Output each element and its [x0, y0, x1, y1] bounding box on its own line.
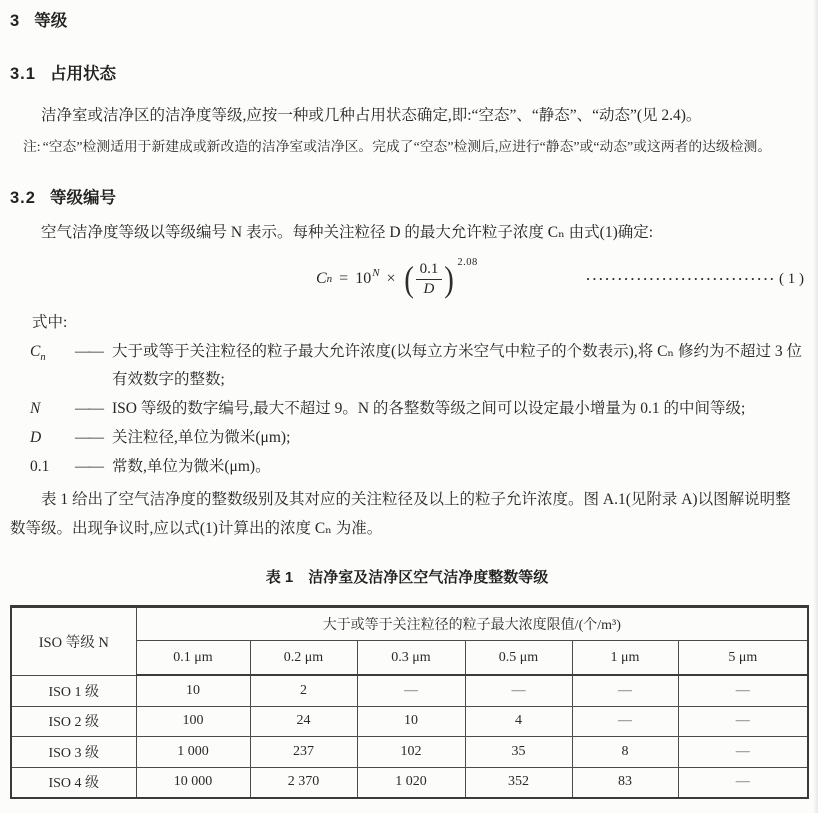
equation-number: ( 1 )	[779, 270, 804, 287]
section-title: 等级	[34, 12, 68, 30]
close-paren: )	[444, 259, 455, 299]
table-cell: 35	[465, 737, 572, 768]
table-cell: 2 370	[250, 767, 357, 798]
row-label: ISO 2 级	[11, 706, 136, 737]
definition-list	[10, 338, 804, 481]
table-cell: —	[572, 706, 678, 737]
definition-dash: ——	[75, 400, 102, 417]
definition-text: 常数,单位为微米(μm)。	[112, 458, 271, 475]
table-cell: 1 020	[357, 767, 465, 798]
table-title-text: 洁净室及洁净区空气洁净度整数等级	[308, 569, 549, 586]
column-header: 5 μm	[678, 641, 808, 676]
note-text: “空态”检测适用于新建成或新改造的洁净室或洁净区。完成了“空态”检测后,应进行“静态”或“动态”或这两者的达级检测。	[42, 139, 772, 154]
formula-lhs-subscript: n	[326, 273, 333, 285]
table-corner-header: ISO 等级 N	[11, 607, 136, 676]
paragraph-occupancy-states: 洁净室或洁净区的洁净度等级,应按一种或几种占用状态确定,即:“空态”、“静态”、“动态”(见 2.4)。	[41, 107, 702, 124]
table-row	[11, 737, 808, 768]
table-cell: 24	[250, 706, 357, 737]
section-heading-3-1	[10, 60, 804, 84]
definition-dash: ——	[75, 458, 102, 475]
table-cell: 10	[357, 706, 465, 737]
formula-lhs: C	[316, 270, 327, 287]
multiplication-sign: ×	[386, 270, 396, 287]
where-label: 式中:	[32, 314, 68, 331]
open-paren: (	[403, 259, 414, 299]
equation-body	[316, 256, 478, 299]
definition-term: 0.1	[30, 458, 50, 475]
fraction-numerator: 0.1	[416, 261, 443, 280]
table-row	[11, 675, 808, 706]
section-title: 占用状态	[49, 65, 116, 83]
definition-dash: ——	[75, 429, 102, 446]
column-header: 0.1 μm	[136, 641, 250, 676]
section-heading-3	[10, 7, 804, 31]
equation-dot-leader: ······························	[585, 271, 776, 286]
table-row	[11, 706, 808, 737]
formula-power: 2.08	[457, 256, 478, 268]
definition-text: 关注粒径,单位为微米(μm);	[112, 429, 291, 446]
note-label: 注:	[23, 139, 41, 154]
definition-item-constant	[10, 453, 804, 481]
table-number-label: 表 1	[265, 569, 294, 586]
table-cell: —	[572, 675, 678, 706]
table-cell: —	[357, 675, 465, 706]
equation-1	[10, 254, 804, 304]
column-header: 0.2 μm	[250, 641, 357, 676]
table-cell: —	[678, 675, 808, 706]
column-header: 0.3 μm	[357, 641, 465, 676]
table-cell: —	[678, 767, 808, 798]
table-cell: —	[465, 675, 572, 706]
definition-item-n	[10, 395, 804, 423]
formula-exponent-n: N	[372, 267, 380, 279]
definition-item-cn	[10, 338, 804, 394]
table-1-title	[10, 566, 804, 587]
section-number: 3.1	[10, 65, 36, 83]
table-cell: —	[678, 706, 808, 737]
table-cell: 1 000	[136, 737, 250, 768]
table-cell: 100	[136, 706, 250, 737]
table-cell: 8	[572, 737, 678, 768]
column-header: 1 μm	[572, 641, 678, 676]
definition-term: N	[30, 400, 41, 417]
table-span-header: 大于或等于关注粒径的粒子最大浓度限值/(个/m³)	[136, 607, 808, 641]
definition-text: 大于或等于关注粒径的粒子最大允许浓度(以每立方米空气中粒子的个数表示),将 Cₙ 修约为不超过 3 位有效数字的整数;	[112, 343, 802, 388]
table-cell: 83	[572, 767, 678, 798]
equals-sign: =	[339, 270, 349, 287]
row-label: ISO 1 级	[11, 675, 136, 706]
row-label: ISO 4 级	[11, 767, 136, 798]
table-cell: 2	[250, 675, 357, 706]
definition-term: $C_n$	[30, 343, 46, 364]
formula-base: 10	[355, 270, 372, 287]
table-row	[11, 767, 808, 798]
table-cell: 352	[465, 767, 572, 798]
note-3-1	[10, 133, 804, 160]
table-cell: —	[678, 737, 808, 768]
paragraph-table-intro: 表 1 给出了空气洁净度的整数级别及其对应的关注粒径及以上的粒子允许浓度。图 A.1(见附录 A)以图解说明整数等级。出现争议时,应以式(1)计算出的浓度 Cₙ 为准。	[10, 491, 791, 537]
section-title: 等级编号	[49, 189, 116, 207]
section-heading-3-2	[10, 184, 804, 208]
section-number: 3.2	[10, 189, 36, 207]
definition-term: D	[30, 429, 42, 446]
table-header-row-1	[11, 607, 808, 641]
table-cell: 4	[465, 706, 572, 737]
table-cell: 102	[357, 737, 465, 768]
column-header: 0.5 μm	[465, 641, 572, 676]
table-cell: 237	[250, 737, 357, 768]
definition-dash: ——	[75, 343, 102, 360]
row-label: ISO 3 级	[11, 737, 136, 768]
table-cell: 10	[136, 675, 250, 706]
table-cell: 10 000	[136, 767, 250, 798]
definition-text: ISO 等级的数字编号,最大不超过 9。N 的各整数等级之间可以设定最小增量为 0.1 的中间等级;	[112, 400, 746, 417]
definition-item-d	[10, 424, 804, 452]
iso-class-table	[10, 605, 809, 799]
section-number: 3	[10, 12, 21, 30]
fraction	[416, 261, 443, 298]
paragraph-class-designation: 空气洁净度等级以等级编号 N 表示。每种关注粒径 D 的最大允许粒子浓度 Cₙ 由式(1)确定:	[41, 224, 654, 241]
fraction-denominator: D	[423, 280, 435, 297]
